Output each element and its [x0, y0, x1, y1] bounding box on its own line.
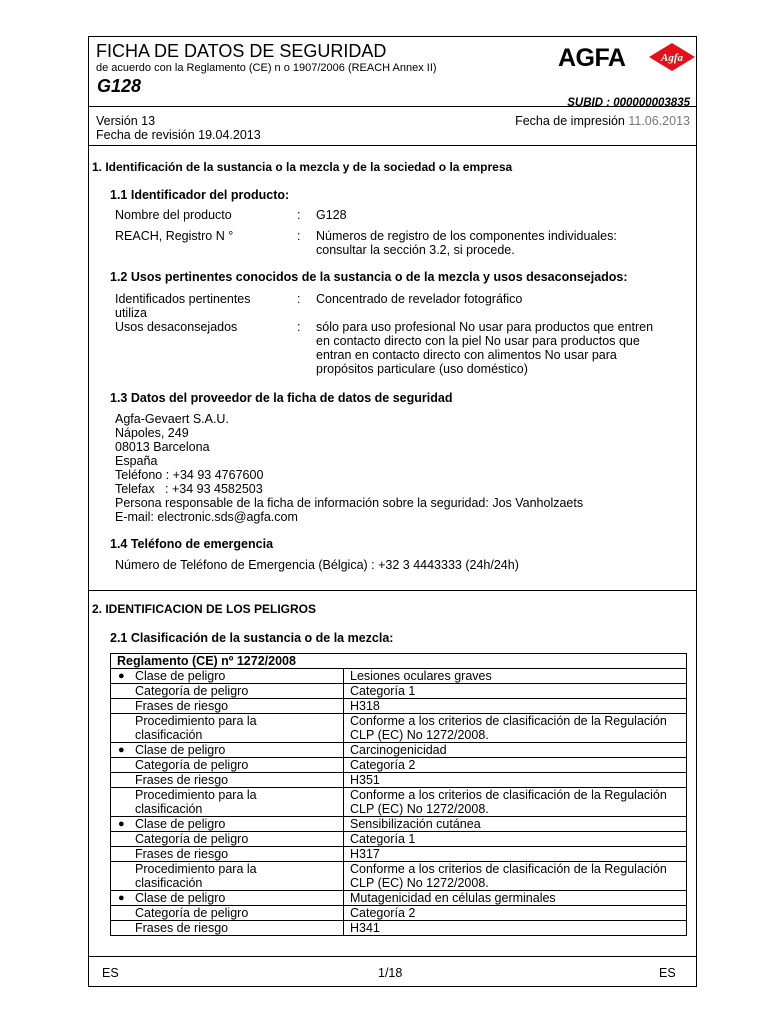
- table-cell: H317: [344, 847, 687, 862]
- cell-line: Procedimiento para la: [135, 788, 257, 802]
- prop-colon: :: [297, 229, 301, 243]
- table-row: [111, 817, 687, 832]
- cell-line: CLP (EC) No 1272/2008.: [350, 802, 489, 816]
- prop-label: Usos desaconsejados: [115, 320, 238, 334]
- table-cell: H341: [344, 921, 687, 936]
- supplier-line: Agfa-Gevaert S.A.U.: [115, 412, 229, 426]
- table-cell: Lesiones oculares graves: [344, 669, 687, 684]
- prop-value-line: en contacto directo con la piel No usar para productos que: [316, 334, 640, 348]
- table-cell: [111, 743, 344, 758]
- table-row: [111, 921, 687, 936]
- cell-text: Clase de peligro: [135, 817, 226, 831]
- cell-text: Clase de peligro: [135, 669, 226, 683]
- table-row: [111, 758, 687, 773]
- table-cell: [111, 862, 344, 891]
- prop-value: Concentrado de revelador fotográfico: [316, 292, 523, 306]
- table-cell: [111, 817, 344, 832]
- table-cell: Categoría 1: [344, 832, 687, 847]
- table-row: [111, 862, 687, 891]
- section1-1-heading: 1.1 Identificador del producto:: [110, 188, 290, 202]
- cell-line: Conforme a los criterios de clasificación de la Regulación: [350, 788, 667, 802]
- table-header-cell: Reglamento (CE) nº 1272/2008: [111, 654, 687, 669]
- table-row: [111, 847, 687, 862]
- table-cell: Categoría 1: [344, 684, 687, 699]
- print-date-label: Fecha de impresión: [515, 114, 629, 128]
- page-number: 1/18: [378, 966, 403, 980]
- table-cell: Frases de riesgo: [111, 699, 344, 714]
- table-cell: Mutagenicidad en células germinales: [344, 891, 687, 906]
- prop-label: REACH, Registro N °: [115, 229, 234, 243]
- cell-line: Procedimiento para la: [135, 862, 257, 876]
- prop-label-line: Identificados pertinentes: [115, 292, 251, 306]
- table-cell: H351: [344, 773, 687, 788]
- table-cell: [344, 788, 687, 817]
- table-row: [111, 684, 687, 699]
- table-row: [111, 699, 687, 714]
- bullet-icon: ●: [118, 744, 125, 756]
- section1-2-heading: 1.2 Usos pertinentes conocidos de la sustancia o de la mezcla y usos desaconsejados:: [110, 270, 628, 284]
- bullet-icon: ●: [118, 892, 125, 904]
- table-cell: Sensibilización cutánea: [344, 817, 687, 832]
- table-cell: Categoría de peligro: [111, 684, 344, 699]
- bullet-icon: ●: [118, 818, 125, 830]
- table-cell: Carcinogenicidad: [344, 743, 687, 758]
- table-row: [111, 714, 687, 743]
- section1-4-heading: 1.4 Teléfono de emergencia: [110, 537, 274, 551]
- prop-colon: :: [297, 292, 301, 306]
- table-cell: Frases de riesgo: [111, 921, 344, 936]
- prop-value-line: propósitos particulare (uso doméstico): [316, 362, 528, 376]
- table-cell: Categoría 2: [344, 906, 687, 921]
- supplier-line: España: [115, 454, 158, 468]
- agfa-logo-text: AGFA: [558, 44, 626, 72]
- table-row: [111, 743, 687, 758]
- table-row: [111, 669, 687, 684]
- prop-label: [115, 292, 251, 320]
- section2-heading: 2. IDENTIFICACION DE LOS PELIGROS: [92, 602, 317, 616]
- cell-line: Conforme a los criterios de clasificación de la Regulación: [350, 862, 667, 876]
- table-header-row: [111, 654, 687, 669]
- prop-label-line: utiliza: [115, 306, 147, 320]
- cell-line: clasificación: [135, 728, 203, 742]
- product-name: G128: [97, 76, 142, 96]
- cell-line: Conforme a los criterios de clasificación de la Regulación: [350, 714, 667, 728]
- classification-table: [110, 653, 687, 936]
- cell-line: clasificación: [135, 802, 203, 816]
- table-cell: [344, 862, 687, 891]
- footer-right: ES: [659, 966, 676, 980]
- section1-3-heading: 1.3 Datos del proveedor de la ficha de datos de seguridad: [110, 391, 453, 405]
- bullet-icon: ●: [118, 670, 125, 682]
- table-cell: [111, 714, 344, 743]
- cell-line: CLP (EC) No 1272/2008.: [350, 876, 489, 890]
- cell-text: Clase de peligro: [135, 891, 226, 905]
- section-divider: [88, 590, 697, 591]
- table-cell: Categoría de peligro: [111, 758, 344, 773]
- header-bottom-divider: [88, 145, 697, 146]
- supplier-line: E-mail: electronic.sds@agfa.com: [115, 510, 298, 524]
- footer-left: ES: [102, 966, 119, 980]
- table-row: [111, 788, 687, 817]
- table-cell: [111, 788, 344, 817]
- prop-value: [316, 229, 617, 257]
- print-date-value: 11.06.2013: [628, 114, 690, 128]
- agfa-rhombus-icon: [648, 42, 696, 72]
- document-subtitle: de acuerdo con la Reglamento (CE) n o 1907/2006 (REACH Annex II): [96, 62, 437, 74]
- cell-line: Procedimiento para la: [135, 714, 257, 728]
- cell-text: Clase de peligro: [135, 743, 226, 757]
- table-cell: Categoría 2: [344, 758, 687, 773]
- supplier-line: Telefax : +34 93 4582503: [115, 482, 263, 496]
- supplier-line: Persona responsable de la ficha de información sobre la seguridad: Jos Vanholzaets: [115, 496, 584, 510]
- prop-value-line: consultar la sección 3.2, si procede.: [316, 243, 515, 257]
- table-row: [111, 832, 687, 847]
- table-cell: Categoría de peligro: [111, 906, 344, 921]
- prop-value: G128: [316, 208, 347, 222]
- print-date: [515, 114, 690, 128]
- table-cell: [111, 669, 344, 684]
- table-cell: Frases de riesgo: [111, 773, 344, 788]
- version-label: Versión 13: [96, 114, 156, 128]
- section1-heading: 1. Identificación de la sustancia o la mezcla y de la sociedad o la empresa: [92, 160, 513, 174]
- table-cell: [111, 891, 344, 906]
- prop-colon: :: [297, 208, 301, 222]
- agfa-logo: [558, 44, 683, 73]
- prop-value-line: entran en contacto directo con alimentos No usar para: [316, 348, 617, 362]
- table-row: [111, 906, 687, 921]
- prop-colon: :: [297, 320, 301, 334]
- table-row: [111, 891, 687, 906]
- cell-line: clasificación: [135, 876, 203, 890]
- supplier-block: [115, 412, 583, 524]
- agfa-badge-text: Agfa: [661, 52, 683, 64]
- document-title: FICHA DE DATOS DE SEGURIDAD: [96, 41, 387, 61]
- section2-1-heading: 2.1 Clasificación de la sustancia o de la mezcla:: [110, 631, 394, 645]
- supplier-line: Nápoles, 249: [115, 426, 189, 440]
- cell-line: CLP (EC) No 1272/2008.: [350, 728, 489, 742]
- table-cell: [344, 714, 687, 743]
- supplier-line: 08013 Barcelona: [115, 440, 210, 454]
- prop-value: [316, 320, 653, 376]
- emergency-phone: Número de Teléfono de Emergencia (Bélgica) : +32 3 4443333 (24h/24h): [115, 558, 519, 572]
- prop-value-line: Números de registro de los componentes individuales:: [316, 229, 617, 243]
- table-cell: Frases de riesgo: [111, 847, 344, 862]
- table-row: [111, 773, 687, 788]
- table-cell: H318: [344, 699, 687, 714]
- footer-divider: [88, 956, 697, 957]
- prop-label: Nombre del producto: [115, 208, 232, 222]
- revision-date: Fecha de revisión 19.04.2013: [96, 128, 261, 142]
- supplier-line: Teléfono : +34 93 4767600: [115, 468, 264, 482]
- subid-label: SUBID : 000000003835: [567, 97, 690, 109]
- table-cell: Categoría de peligro: [111, 832, 344, 847]
- prop-value-line: sólo para uso profesional No usar para productos que entren: [316, 320, 654, 334]
